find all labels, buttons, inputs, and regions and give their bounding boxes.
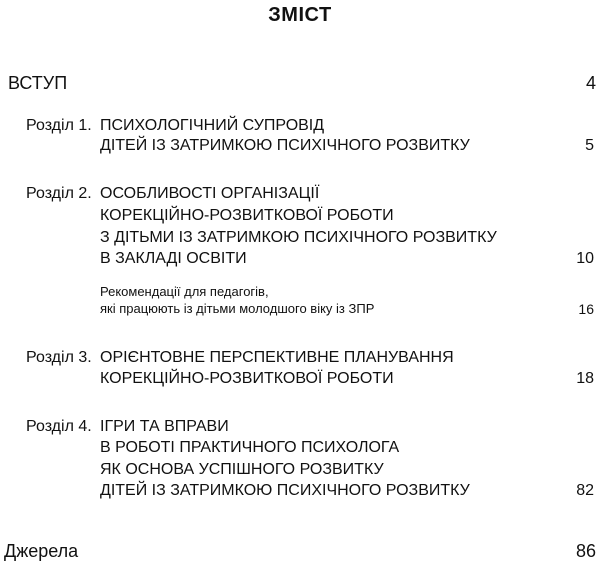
page-title: ЗМІСТ (268, 4, 332, 26)
section-3-page: 18 (576, 370, 594, 387)
section-2-line-4: В ЗАКЛАДІ ОСВІТИ (100, 250, 247, 267)
section-4-line-4: ДІТЕЙ ІЗ ЗАТРИМКОЮ ПСИХІЧНОГО РОЗВИТКУ (100, 482, 470, 499)
section-4-page: 82 (576, 482, 594, 499)
section-4-line-3: ЯК ОСНОВА УСПІШНОГО РОЗВИТКУ (100, 461, 384, 478)
section-2-line-3: З ДІТЬМИ ІЗ ЗАТРИМКОЮ ПСИХІЧНОГО РОЗВИТКУ (100, 229, 497, 246)
section-2-page: 10 (576, 250, 594, 267)
section-3-line-1: ОРІЄНТОВНЕ ПЕРСПЕКТИВНЕ ПЛАНУВАННЯ (100, 349, 454, 366)
toc-intro-page: 4 (585, 73, 596, 93)
section-2-line-2: КОРЕКЦІЙНО-РОЗВИТКОВОЇ РОБОТИ (100, 207, 394, 224)
section-1-line-1: ПСИХОЛОГІЧНИЙ СУПРОВІД (100, 117, 325, 134)
toc-intro-label: ВСТУП (8, 73, 68, 93)
section-2-sub-line-1: Рекомендації для педагогів, (100, 284, 269, 299)
section-1-page: 5 (585, 137, 594, 154)
section-2-sub-page: 16 (578, 301, 594, 317)
section-2-line-1: ОСОБЛИВОСТІ ОРГАНІЗАЦІЇ (100, 185, 320, 202)
section-3-prefix: Розділ 3. (26, 349, 92, 366)
section-1-line-2: ДІТЕЙ ІЗ ЗАТРИМКОЮ ПСИХІЧНОГО РОЗВИТКУ (100, 137, 470, 154)
section-4-line-2: В РОБОТІ ПРАКТИЧНОГО ПСИХОЛОГА (100, 439, 400, 456)
section-4-prefix: Розділ 4. (26, 418, 92, 435)
section-2-prefix: Розділ 2. (26, 185, 92, 202)
toc-sources-label: Джерела (4, 541, 79, 561)
section-3-line-2: КОРЕКЦІЙНО-РОЗВИТКОВОЇ РОБОТИ (100, 370, 394, 387)
section-4-line-1: ІГРИ ТА ВПРАВИ (100, 418, 229, 435)
toc-sources-page: 86 (575, 541, 596, 561)
section-2-sub-line-2: які працюють із дітьми молодшого віку із ЗПР (100, 301, 375, 316)
section-1-prefix: Розділ 1. (26, 117, 92, 134)
